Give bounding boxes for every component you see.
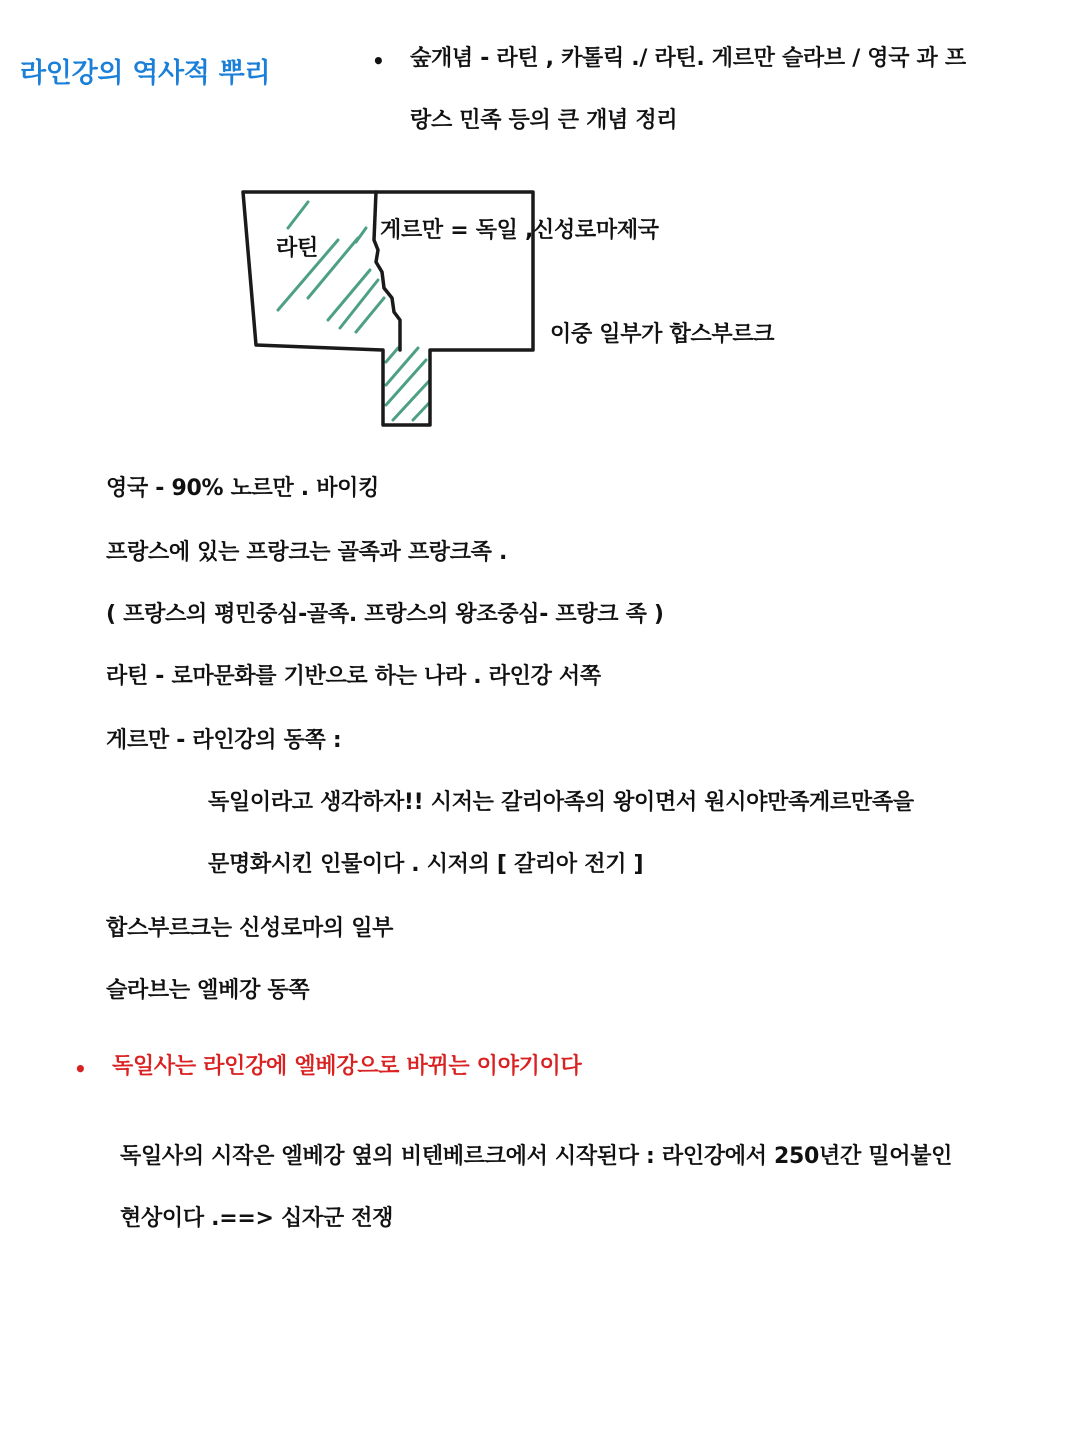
note-german: 게르만 - 라인강의 동쪽 : xyxy=(106,728,342,753)
conclusion-line-2: 현상이다 .==> 십자군 전쟁 xyxy=(120,1206,394,1231)
note-england: 영국 - 90% 노르만 . 바이킹 xyxy=(106,476,380,501)
label-habsburg: 이중 일부가 합스부르크 xyxy=(550,322,775,347)
label-latin: 라틴 xyxy=(276,236,318,261)
german-detail-line-1: 독일이라고 생각하자!! 시저는 갈리아족의 왕이면서 원시야만족게르만족을 xyxy=(208,790,914,815)
note-slav: 슬라브는 엘베강 동쪽 xyxy=(106,978,310,1003)
german-detail-line-2: 문명화시킨 인물이다 . 시저의 [ 갈리아 전기 ] xyxy=(208,852,644,877)
note-habsburg: 합스부르크는 신성로마의 일부 xyxy=(106,916,394,941)
note-france-classes: ( 프랑스의 평민중심-골족. 프랑스의 왕조중심- 프랑크 족 ) xyxy=(106,602,664,627)
note-latin: 라틴 - 로마문화를 기반으로 하는 나라 . 라인강 서쪽 xyxy=(106,664,601,689)
bullet-marker: • xyxy=(372,49,385,73)
intro-line-2: 랑스 민족 등의 큰 개념 정리 xyxy=(410,108,678,133)
label-german: 게르만 = 독일 ,신성로마제국 xyxy=(380,218,659,243)
page-title: 라인강의 역사적 뿌리 xyxy=(20,58,271,89)
conclusion-line-1: 독일사의 시작은 엘베강 옆의 비텐베르크에서 시작된다 : 라인강에서 250년간 밀어붙인 xyxy=(120,1144,953,1169)
intro-line-1: 숲개념 - 라틴 , 카톨릭 ./ 라틴. 게르만 슬라브 / 영국 과 프 xyxy=(410,46,966,71)
highlight-statement: 독일사는 라인강에 엘베강으로 바뀌는 이야기이다 xyxy=(112,1054,582,1079)
highlight-bullet-marker: • xyxy=(74,1057,87,1081)
note-frank: 프랑스에 있는 프랑크는 골족과 프랑크족 . xyxy=(106,540,508,565)
